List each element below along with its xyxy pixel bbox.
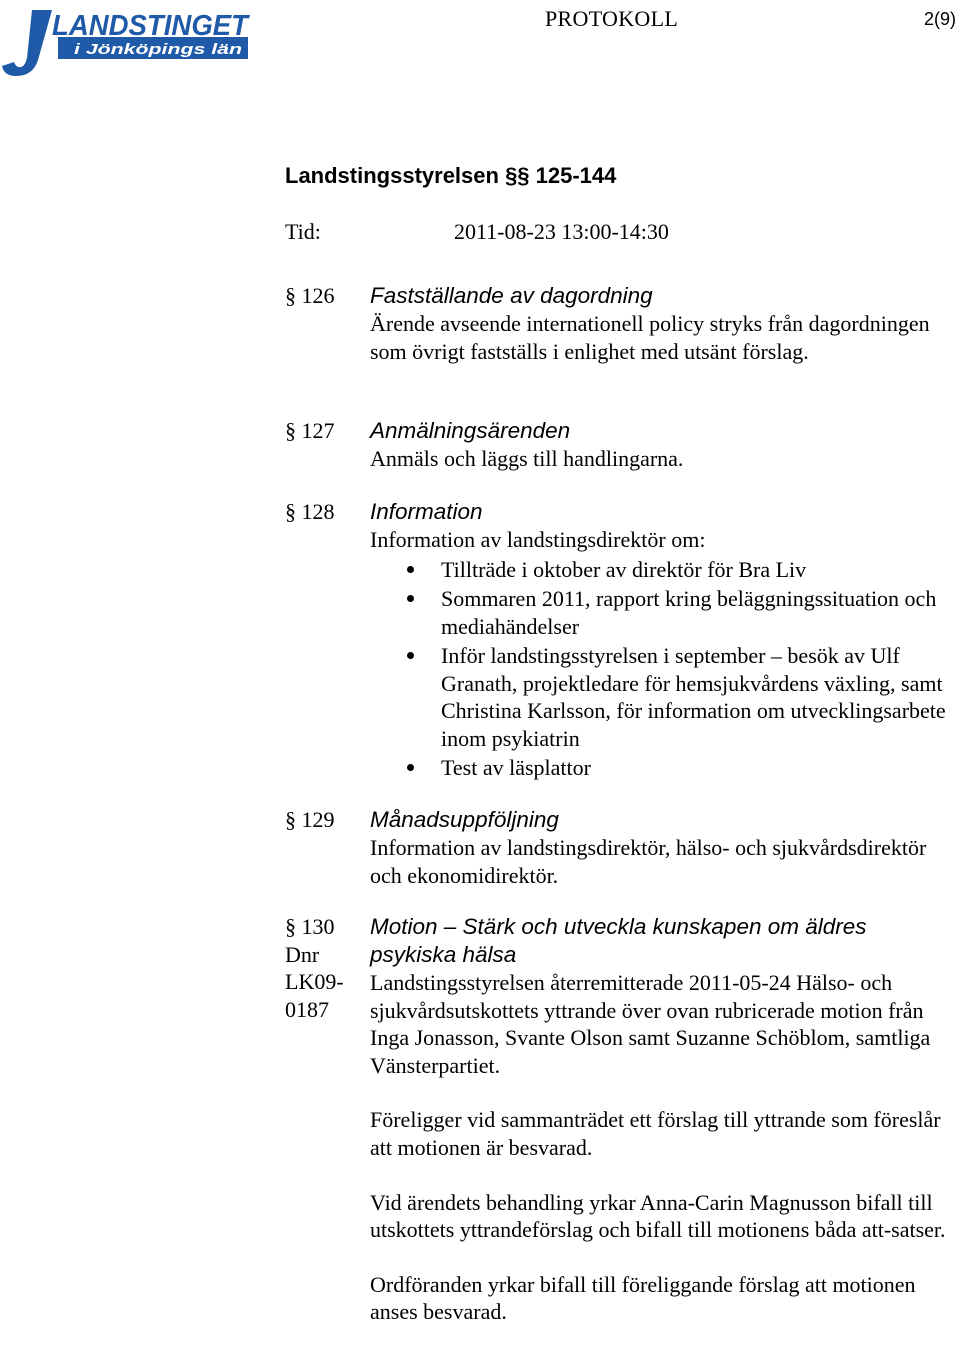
paragraph: Landstingsstyrelsen återremitterade 2011-05-24 Hälso- och sjukvårdsutskottets yttrande över ovan rubricerade motion från Inga Jonasson, Svante Olson samt Suzanne Schöblom, samtliga Vänsterpartiet. (370, 970, 931, 1078)
section-number: § 130 (285, 914, 335, 939)
section-title: Motion – Stärk och utveckla kunskapen om äldres psykiska hälsa (370, 914, 867, 967)
section-text: Information av landstingsdirektör om: (370, 527, 706, 552)
section-number: § 128 (285, 499, 335, 524)
section-body (370, 806, 950, 889)
paragraph: Ordföranden yrkar bifall till föreliggande förslag att motionen anses besvarad. (370, 1271, 916, 1325)
dnr-number-part1: LK09- (285, 969, 344, 994)
section-title: Månadsuppföljning (370, 807, 559, 832)
meeting-title: Landstingsstyrelsen §§ 125-144 (285, 163, 617, 188)
list-item: Test av läsplattor (370, 754, 950, 782)
section-body (370, 913, 950, 1326)
dnr-number-part2: 0187 (285, 996, 329, 1022)
logo-name: LANDSTINGET (52, 10, 251, 42)
paragraph: Föreligger vid sammanträdet ett förslag till yttrande som föreslår att motionen är besvarad. (370, 1107, 941, 1160)
logo-subtitle: i Jönköpings län (74, 41, 242, 58)
list-item: Tillträde i oktober av direktör för Bra Liv (370, 556, 950, 584)
document-type: PROTOKOLL (545, 6, 679, 31)
time-label: Tid: (285, 219, 321, 244)
logo-j-mark (2, 10, 52, 76)
section-text: Ärende avseende internationell policy stryks från dagordningen som övrigt fastställs i enlighet med utsänt förslag. (370, 311, 930, 364)
section-number-block (285, 913, 367, 1023)
time-value: 2011-08-23 13:00-14:30 (454, 219, 669, 244)
section-body (370, 417, 950, 473)
section-text: Information av landstingsdirektör, hälso- och sjukvårdsdirektör och ekonomidirektör. (370, 835, 927, 888)
section-number: § 127 (285, 418, 335, 443)
section-text: Anmäls och läggs till handlingarna. (370, 446, 684, 471)
list-item: Sommaren 2011, rapport kring beläggningssituation och mediahändelser (370, 585, 950, 641)
page-number: 2(9) (923, 9, 956, 29)
landstinget-logo (0, 4, 252, 80)
paragraph: Vid ärendets behandling yrkar Anna-Carin Magnusson bifall till utskottets yttrandeförslag och bifall till motionens båda att-satser. (370, 1189, 946, 1243)
section-title: Anmälningsärenden (370, 418, 571, 443)
bullet-list (370, 556, 950, 783)
list-item: Inför landstingsstyrelsen i september – besök av Ulf Granath, projektledare för hemsjukvårdens växling, samt Christina Karlsson, för information om utvecklingsarbete inom psykiatrin (370, 642, 950, 753)
section-body (370, 498, 950, 784)
section-title: Fastställande av dagordning (370, 283, 653, 308)
section-body (370, 282, 950, 365)
dnr-label: Dnr (285, 941, 320, 967)
section-number: § 129 (285, 807, 335, 832)
section-number: § 126 (285, 283, 335, 308)
section-title: Information (370, 499, 483, 524)
